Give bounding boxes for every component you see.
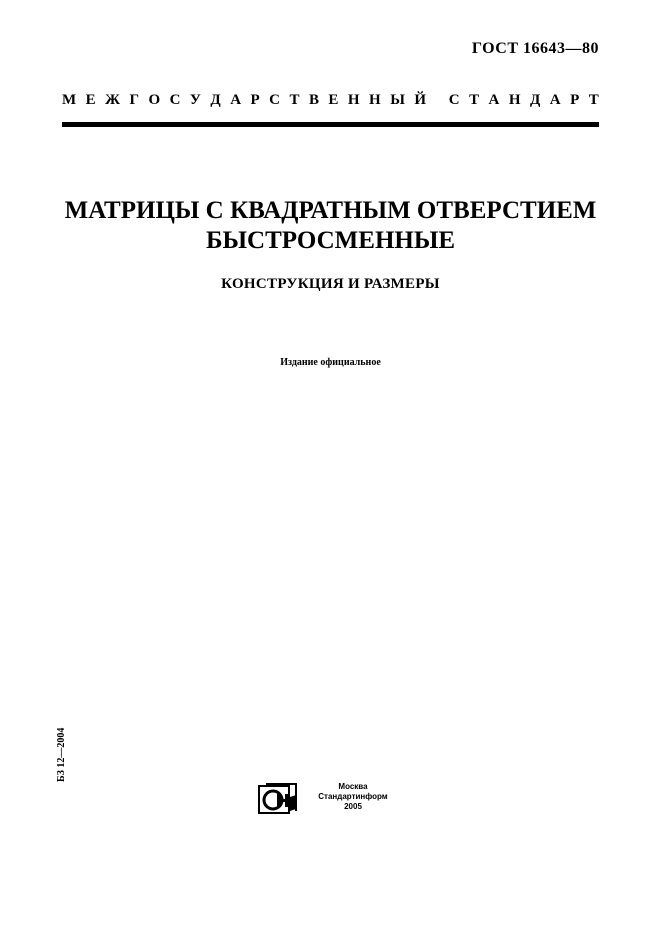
title-line-1: МАТРИЦЫ С КВАДРАТНЫМ ОТВЕРСТИЕМ: [64, 197, 597, 224]
title-line-2: БЫСТРОСМЕННЫЕ: [205, 227, 456, 254]
document-code: ГОСТ 16643—80: [471, 40, 599, 57]
standard-type-letter: Ы: [390, 92, 405, 108]
standard-type-letter: Р: [250, 92, 260, 108]
edition-note: Издание официальное: [280, 357, 381, 368]
publisher-name: Стандартинформ: [318, 792, 388, 801]
standard-type-letter: С: [269, 92, 280, 108]
document-subtitle: КОНСТРУКЦИЯ И РАЗМЕРЫ: [221, 276, 440, 292]
publisher-year: 2005: [344, 802, 362, 811]
header-rule: [62, 122, 599, 127]
standard-type-letter: С: [169, 92, 181, 108]
side-note: БЗ 12—2004: [56, 727, 67, 782]
standard-type-letter: А: [230, 92, 242, 108]
standard-type-letter: Н: [369, 92, 381, 108]
standard-type-letter: Г: [129, 92, 139, 108]
standard-type-letter: Т: [588, 92, 599, 108]
standard-type-letter: О: [148, 92, 161, 108]
standard-type-letter: М: [62, 92, 77, 108]
standard-type-letter: Й: [414, 92, 427, 108]
standard-type-heading: [62, 92, 599, 109]
standard-type-letter: Е: [328, 92, 339, 108]
standard-type-letter: Ж: [105, 92, 120, 108]
standard-type-letter: Т: [289, 92, 300, 108]
publisher-block: [308, 782, 398, 812]
standard-type-letter: Д: [210, 92, 221, 108]
standard-type-letter: С: [448, 92, 460, 108]
standard-type-letter: [436, 92, 440, 109]
standard-type-letter: У: [189, 92, 201, 108]
standartinform-logo-icon: [258, 783, 298, 815]
standard-type-letter: А: [488, 92, 500, 108]
standard-type-letter: Е: [85, 92, 96, 108]
standard-type-letter: Н: [347, 92, 360, 108]
standard-type-letter: В: [308, 92, 319, 108]
standard-type-letter: Р: [570, 92, 580, 108]
standard-type-letter: А: [549, 92, 561, 108]
standard-type-letter: Д: [530, 92, 541, 108]
document-title: [0, 196, 661, 256]
standard-type-letter: Н: [508, 92, 521, 108]
publisher-city: Москва: [338, 782, 368, 791]
standard-type-letter: Т: [469, 92, 480, 108]
